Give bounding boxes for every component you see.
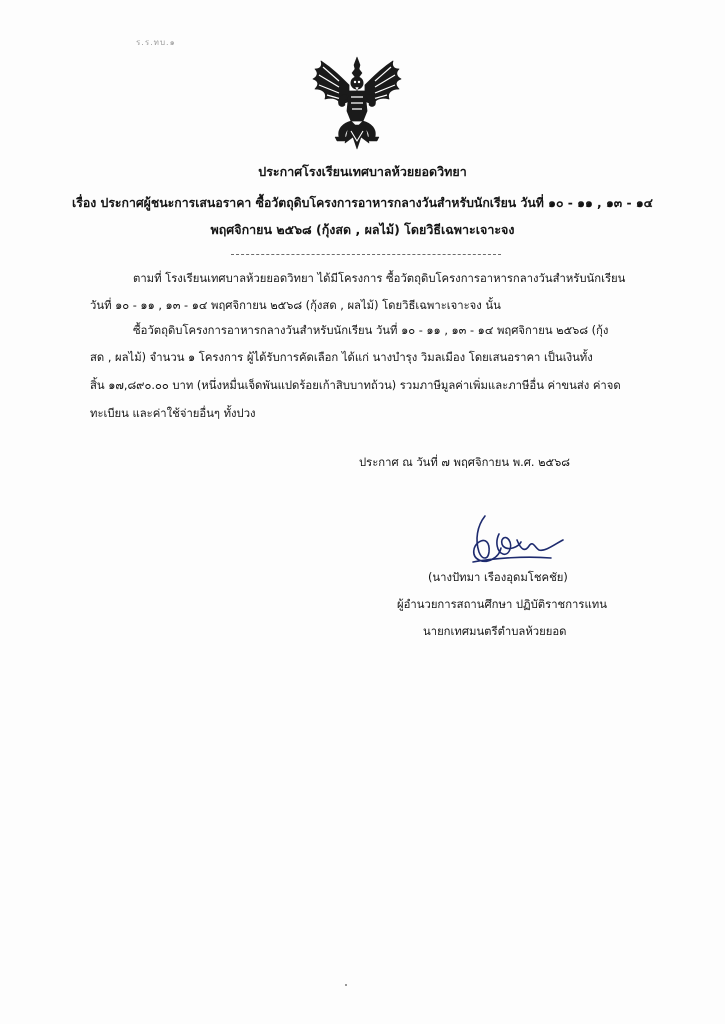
paragraph-2-line-1: ซื้อวัตถุดิบโครงการอาหารกลางวันสำหรับนักเรียน วันที่ ๑๐ - ๑๑ , ๑๓ - ๑๔ พฤศจิกายน ๒๕๖๘ (กุ้ง: [133, 324, 609, 337]
paragraph-2-line-4: ทะเบียน และค่าใช้จ่ายอื่นๆ ทั้งปวง: [90, 407, 256, 420]
signatory-position-line-2: นายกเทศมนตรีตำบลห้วยยอด: [423, 625, 567, 638]
paragraph-1-line-2: วันที่ ๑๐ - ๑๑ , ๑๓ - ๑๔ พฤศจิกายน ๒๕๖๘ (กุ้งสด , ผลไม้) โดยวิธีเฉพาะเจาะจง นั้น: [90, 299, 501, 312]
handwritten-signature-icon: [455, 512, 565, 568]
announcement-subject-line-1: เรื่อง ประกาศผู้ชนะการเสนอราคา ซื้อวัตถุดิบโครงการอาหารกลางวันสำหรับนักเรียน วันที่ ๑๐ - ๑๑ , ๑๓ - ๑๔: [72, 196, 653, 210]
paragraph-1-line-1: ตามที่ โรงเรียนเทศบาลห้วยยอดวิทยา ได้มีโครงการ ซื้อวัตถุดิบโครงการอาหารกลางวันสำหรับนักเรียน: [133, 272, 626, 285]
garuda-emblem-icon: [309, 55, 405, 153]
corner-mark: ร.ร.ทบ.๑: [136, 38, 176, 47]
paragraph-2-line-3: สิ้น ๑๗,๘๙๐.๐๐ บาท (หนึ่งหมื่นเจ็ดพันแปดร้อยเก้าสิบบาทถ้วน) รวมภาษีมูลค่าเพิ่มและภาษีอื่น ค่าขนส่ง ค่าจด: [90, 379, 621, 392]
paragraph-2-line-2: สด , ผลไม้) จำนวน ๑ โครงการ ผู้ได้รับการคัดเลือก ได้แก่ นางบำรุง วิมลเมือง โดยเสนอราคา เป็นเงินทั้ง: [90, 351, 593, 364]
signatory-position-line-1: ผู้อำนวยการสถานศึกษา ปฏิบัติราชการแทน: [397, 598, 607, 611]
announcement-subject-line-2: พฤศจิกายน ๒๕๖๘ (กุ้งสด , ผลไม้) โดยวิธีเฉพาะเจาะจง: [210, 222, 515, 237]
header-separator: [231, 254, 501, 255]
announcement-date: ประกาศ ณ วันที่ ๗ พฤศจิกายน พ.ศ. ๒๕๖๘: [359, 456, 570, 469]
signatory-name: (นางปัทมา เรืองอุดมโชคชัย): [428, 571, 568, 584]
scan-speck: [345, 984, 347, 986]
announcement-title: ประกาศโรงเรียนเทศบาลห้วยยอดวิทยา: [258, 164, 467, 179]
